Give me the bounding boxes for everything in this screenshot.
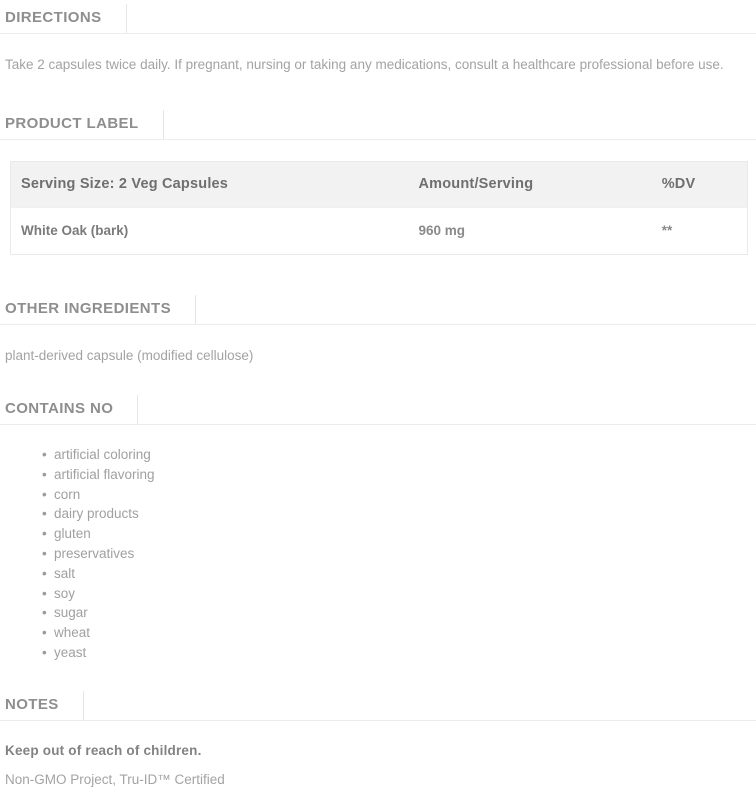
list-item: • dairy products [44, 504, 756, 524]
table-row [11, 208, 748, 255]
directions-text: Take 2 capsules twice daily. If pregnant, nursing or taking any medications, consult a healthcare professional before use. [5, 57, 724, 72]
notes-certification-text: Non-GMO Project, Tru-ID™ Certified [5, 771, 225, 787]
product-label-heading-label: PRODUCT LABEL [0, 110, 164, 139]
list-item: • preservatives [44, 544, 756, 564]
notes-heading-label: NOTES [0, 691, 84, 720]
ingredient-name: White Oak (bark) [11, 208, 409, 255]
ingredient-dv: ** [652, 208, 748, 255]
section-notes [0, 691, 756, 787]
list-item: • gluten [44, 524, 756, 544]
directions-heading [0, 4, 756, 34]
contains-no-heading-label: CONTAINS NO [0, 395, 138, 424]
notes-warning-text: Keep out of reach of children. [5, 742, 202, 758]
list-item: • soy [44, 584, 756, 604]
table-header-row [11, 162, 748, 208]
other-ingredients-heading-label: OTHER INGREDIENTS [0, 295, 196, 324]
list-item: • artificial coloring [44, 445, 756, 465]
notes-heading [0, 691, 756, 721]
supplement-facts-body [11, 208, 748, 255]
contains-no-list [0, 445, 756, 663]
list-item: • artificial flavoring [44, 465, 756, 485]
product-label-heading [0, 110, 756, 140]
supplement-facts-table [10, 161, 748, 255]
section-other-ingredients [0, 295, 756, 365]
list-item: • wheat [44, 623, 756, 643]
other-ingredients-heading [0, 295, 756, 325]
list-item: • sugar [44, 603, 756, 623]
section-product-label [0, 110, 756, 255]
supplement-facts-header [11, 162, 748, 208]
contains-no-heading [0, 395, 756, 425]
column-header-serving-size: Serving Size: 2 Veg Capsules [11, 162, 409, 208]
directions-heading-label: DIRECTIONS [0, 4, 127, 33]
other-ingredients-text: plant-derived capsule (modified cellulose) [5, 348, 254, 363]
column-header-dv: %DV [652, 162, 748, 208]
list-item: • corn [44, 485, 756, 505]
column-header-amount-serving: Amount/Serving [408, 162, 651, 208]
ingredient-amount: 960 mg [408, 208, 651, 255]
section-directions [0, 4, 756, 74]
list-item: • yeast [44, 643, 756, 663]
section-contains-no [0, 395, 756, 663]
list-item: • salt [44, 564, 756, 584]
